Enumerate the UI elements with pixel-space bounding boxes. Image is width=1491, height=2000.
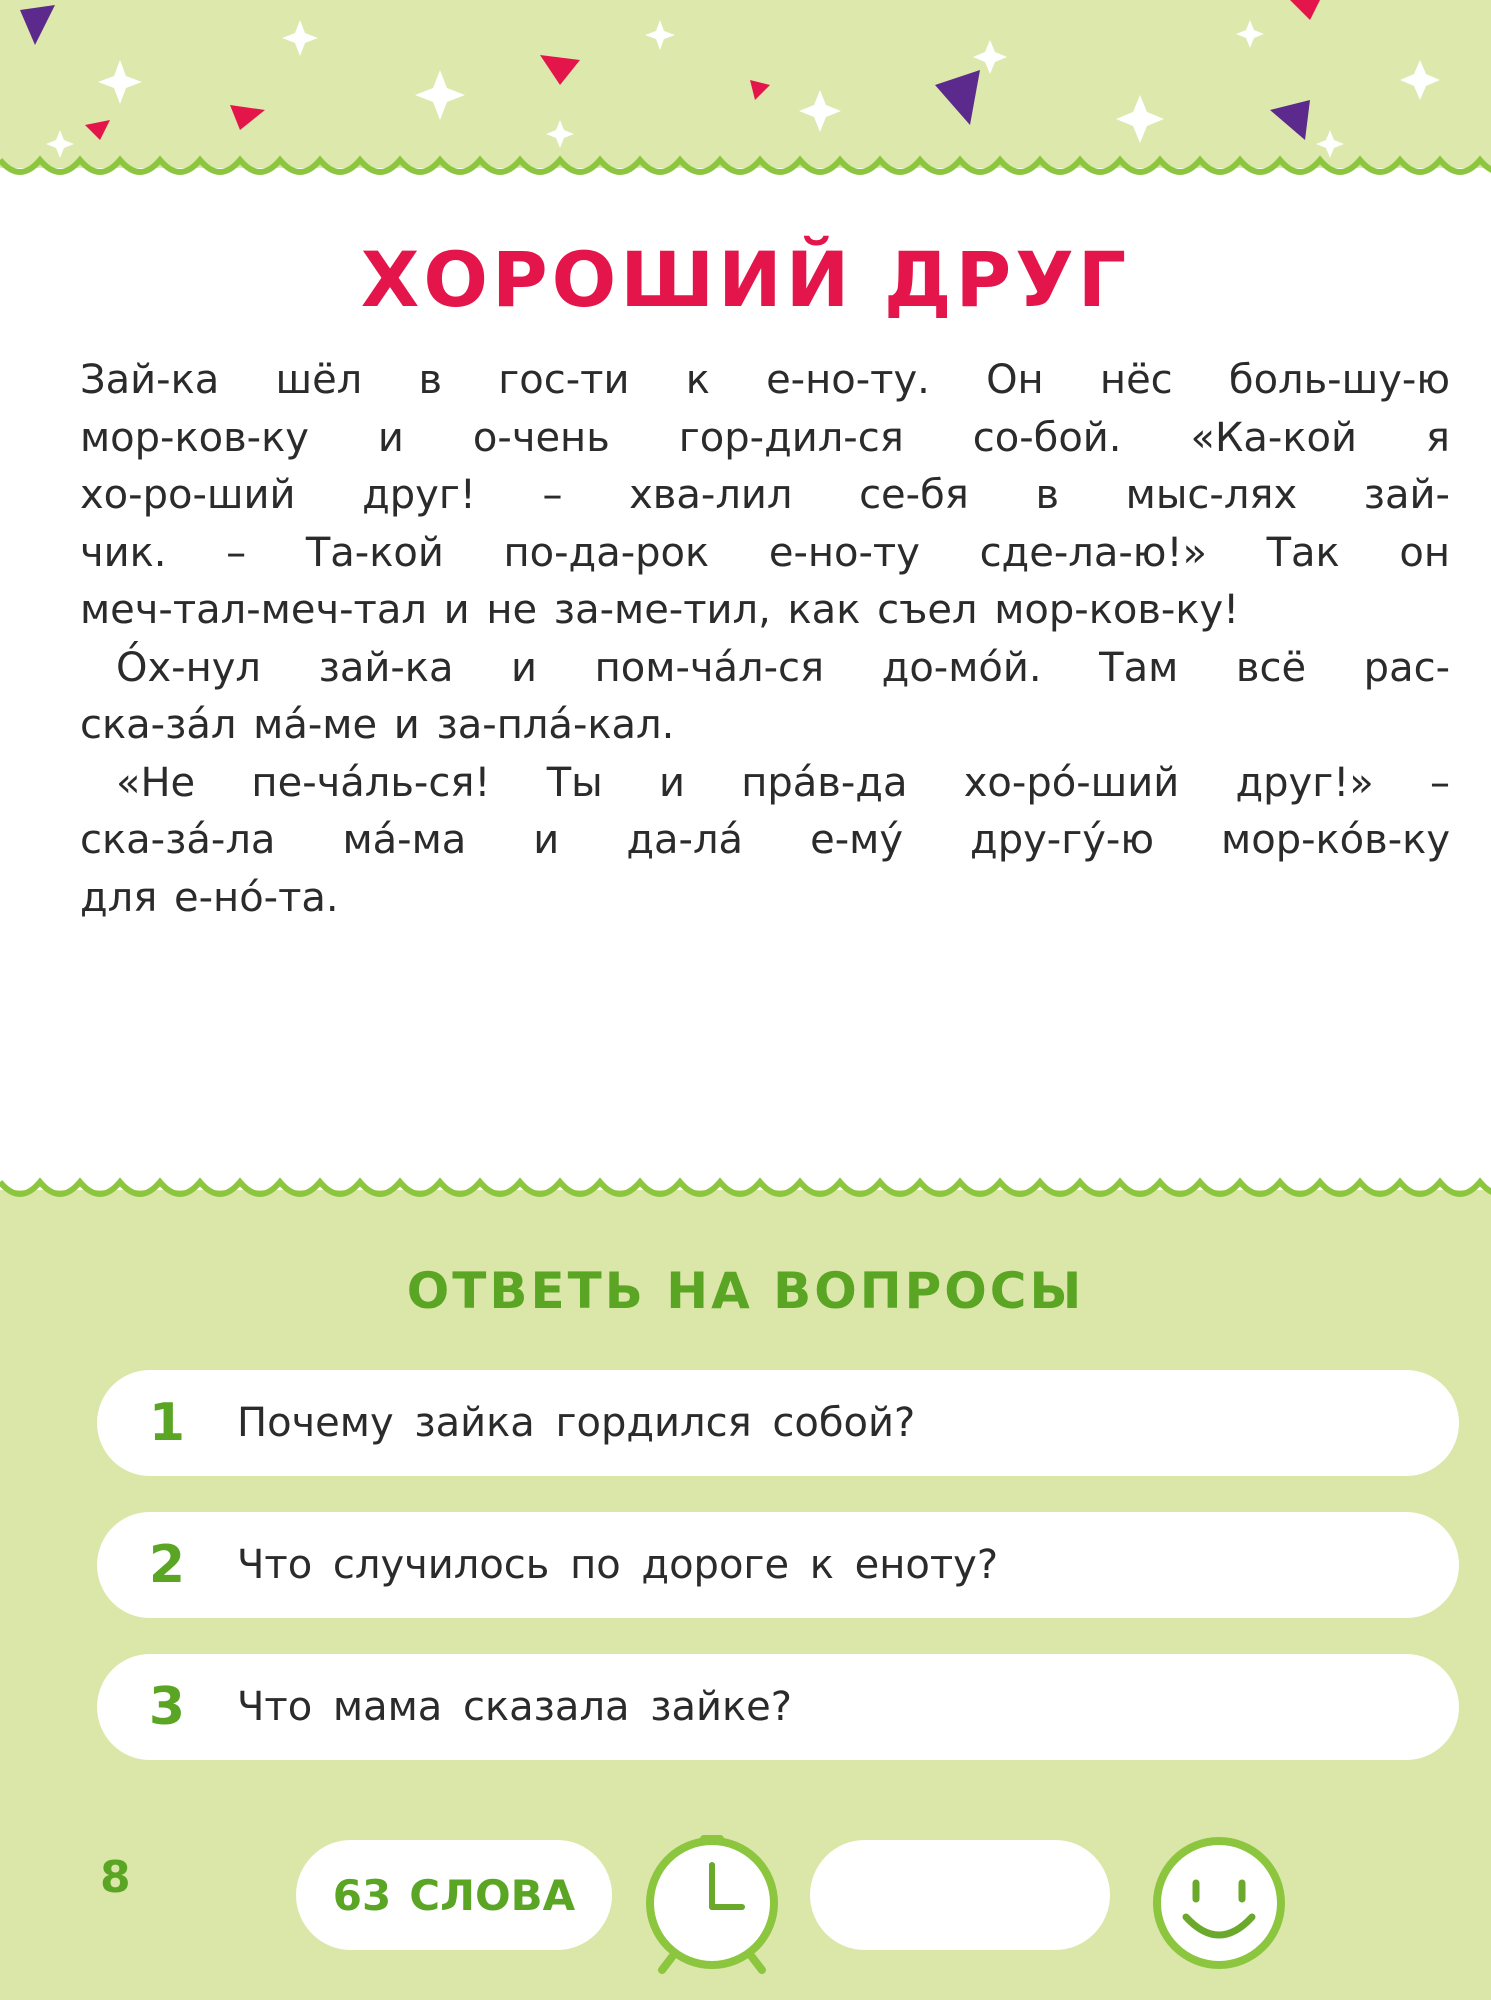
story-line: ска-за́-ла ма́-ма и да-ла́ е-му́ дру-гу́-ю мор-ко́в-ку <box>80 817 1450 863</box>
confetti-triangle <box>230 105 265 130</box>
scallop-border-top <box>0 150 1491 190</box>
confetti-triangle <box>85 120 110 140</box>
question-text: Почему зайка гордился собой? <box>237 1400 916 1446</box>
story-line: для е-но́-та. <box>80 874 339 921</box>
story-line: меч-тал-меч-тал и не за-ме-тил, как съел мор-ков-ку! <box>80 587 1240 633</box>
confetti-triangle <box>935 70 980 125</box>
story-line: Зай-ка шёл в гос-ти к е-но-ту. Он нёс боль-шу-ю <box>80 357 1450 403</box>
question-text: Что случилось по дороге к еноту? <box>237 1542 999 1588</box>
question-item <box>97 1370 1459 1476</box>
question-item <box>97 1654 1459 1760</box>
story-line: чик. – Та-кой по-да-рок е-но-ту сде-ла-ю!» Так он <box>80 529 1450 576</box>
word-count-badge <box>296 1840 612 1950</box>
sparkle-icon <box>46 20 1440 158</box>
clock-icon <box>632 1825 792 1975</box>
word-count-value: 63 <box>332 1870 392 1920</box>
question-number: 2 <box>148 1535 186 1595</box>
smiley-icon <box>1144 1825 1294 1975</box>
word-count-label: СЛОВА <box>409 1870 576 1920</box>
question-number: 3 <box>148 1677 186 1737</box>
questions-heading: ОТВЕТЬ НА ВОПРОСЫ <box>406 1262 1085 1320</box>
confetti-triangle <box>750 80 770 100</box>
question-text: Что мама сказала зайке? <box>237 1684 793 1730</box>
story-title: ХОРОШИЙ ДРУГ <box>360 235 1131 324</box>
story-line: ска-за́л ма́-ме и за-пла́-кал. <box>80 702 675 748</box>
reading-time-field[interactable] <box>810 1840 1110 1950</box>
story-line: «Не пе-ча́ль-ся! Ты и пра́в-да хо-ро́-ший друг!» – <box>116 759 1450 806</box>
confetti-triangle <box>20 5 55 45</box>
scallop-border-bottom <box>0 1172 1491 1212</box>
story-line: О́х-нул зай-ка и пом-ча́л-ся до-мо́й. Там всё рас- <box>116 644 1450 691</box>
confetti-triangle <box>540 55 580 85</box>
confetti-triangle <box>1290 0 1320 20</box>
story-text <box>80 352 1450 927</box>
confetti-triangle <box>1270 100 1310 140</box>
page-number: 8 <box>100 1852 131 1903</box>
question-item <box>97 1512 1459 1618</box>
question-number: 1 <box>148 1393 186 1453</box>
story-line: мор-ков-ку и о-чень гор-дил-ся со-бой. «Ка-кой я <box>80 414 1450 461</box>
story-line: хо-ро-ший друг! – хва-лил се-бя в мыс-лях зай- <box>80 472 1450 518</box>
